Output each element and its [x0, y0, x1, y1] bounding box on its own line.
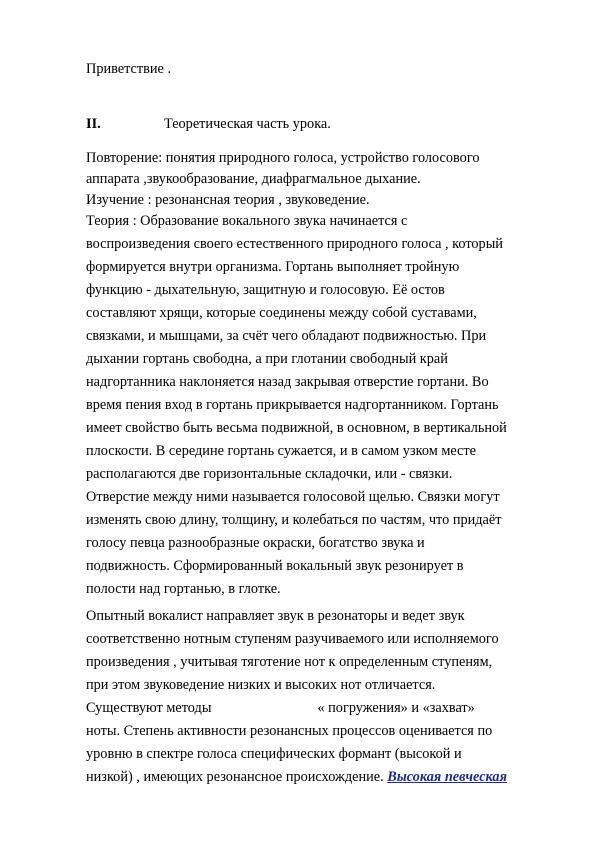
paragraph-line: Теория : Образование вокального звука начинается с — [86, 213, 408, 229]
paragraph-line: полости над гортанью, в глотке. — [86, 581, 281, 597]
paragraph-line: располагаются две горизонтальные складочки, или - связки. — [86, 466, 453, 482]
paragraph-line: воспроизведения своего естественного природного голоса , который — [86, 236, 503, 252]
last-line-text: низкой) , имеющих резонансное происхождение. — [86, 769, 388, 785]
methods-line-right: « погружения» и «захват» — [317, 700, 475, 716]
paragraph-line: формируется внутри организма. Гортань выполняет тройную — [86, 259, 460, 275]
paragraph-line: время пения вход в гортань прикрывается надгортанником. Гортань — [86, 397, 499, 413]
paragraph-line: связками, и мышцами, за счёт чего обладают подвижностью. При — [86, 328, 487, 344]
methods-line-left: Существуют методы — [86, 700, 212, 716]
paragraph-line: ноты. Степень активности резонансных процессов оценивается по — [86, 723, 493, 739]
paragraph-line: плоскости. В середине гортань сужается, и в самом узком месте — [86, 443, 477, 459]
paragraph-line: Изучение : резонансная теория , звуковедение. — [86, 192, 370, 208]
paragraph-line: голосу певца разнообразные окраски, богатство звука и — [86, 535, 425, 551]
paragraph-line: подвижность. Сформированный вокальный звук резонирует в — [86, 558, 464, 574]
paragraph-line: изменять свою длину, толщину, и колебаться по частям, что придаёт — [86, 512, 502, 528]
paragraph-line: Повторение: понятия природного голоса, устройство голосового — [86, 150, 480, 166]
paragraph-line: имеет свойство быть весьма подвижной, в основном, в вертикальной — [86, 420, 507, 436]
paragraph-line: соответственно нотным ступеням разучиваемого или исполняемого — [86, 631, 499, 647]
last-line — [86, 769, 507, 786]
paragraph-line: надгортанника наклоняется назад закрывая отверстие гортани. Во — [86, 374, 489, 390]
paragraph-line: составляют хрящи, которые соединены между собой суставами, — [86, 305, 477, 321]
paragraph-line: Отверстие между ними называется голосовой щелью. Связки могут — [86, 489, 500, 505]
methods-line — [86, 700, 475, 717]
paragraph-line: аппарата ,звукообразование, диафрагмальное дыхание. — [86, 171, 421, 187]
paragraph-line: Опытный вокалист направляет звук в резонаторы и ведет звук — [86, 608, 465, 624]
paragraph-line: при этом звуковедение низких и высоких нот отличается. — [86, 677, 436, 693]
paragraph-line: дыхании гортань свободна, а при глотании свободный край — [86, 351, 448, 367]
section-title: Теоретическая часть урока. — [164, 116, 331, 132]
paragraph-line: уровню в спектре голоса специфических формант (высокой и — [86, 746, 462, 762]
document-link[interactable]: Высокая певческая — [387, 769, 507, 785]
section-number: II. — [86, 116, 101, 132]
paragraph-line: функцию - дыхательную, защитную и голосовую. Её остов — [86, 282, 445, 298]
paragraph-line: произведения , учитывая тяготение нот к определенным ступеням, — [86, 654, 493, 670]
greeting-line: Приветствие . — [86, 61, 172, 77]
